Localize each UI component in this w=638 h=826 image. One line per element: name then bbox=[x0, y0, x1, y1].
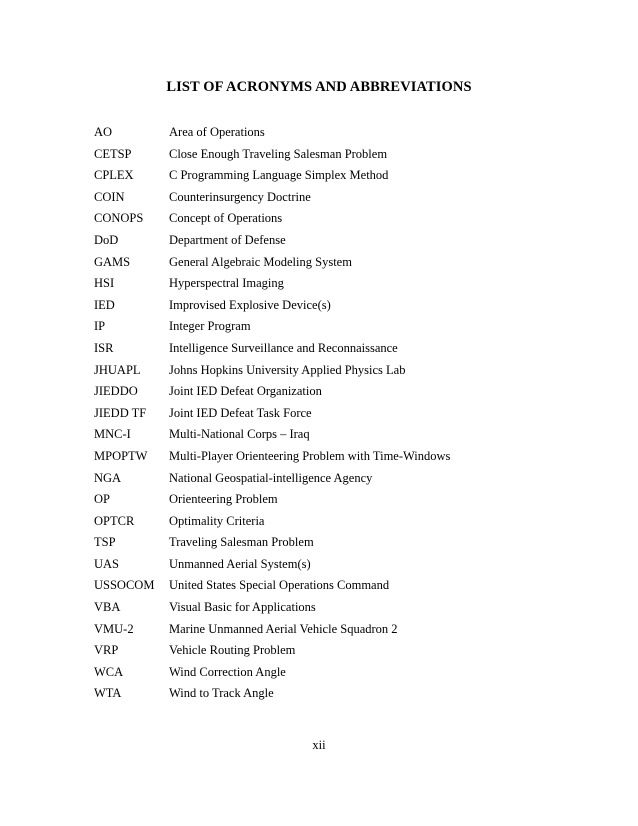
acronym-abbreviation: COIN bbox=[94, 189, 125, 204]
acronym-row bbox=[94, 295, 554, 317]
acronym-abbreviation: WCA bbox=[94, 664, 124, 679]
acronym-row bbox=[94, 597, 554, 619]
acronym-abbreviation: JIEDD TF bbox=[94, 405, 147, 420]
acronym-row bbox=[94, 381, 554, 403]
acronym-list bbox=[94, 122, 554, 705]
acronym-abbreviation: USSOCOM bbox=[94, 578, 155, 593]
acronym-definition: Integer Program bbox=[169, 319, 251, 334]
acronym-definition: Counterinsurgency Doctrine bbox=[169, 189, 311, 204]
acronym-definition: Visual Basic for Applications bbox=[169, 600, 316, 615]
acronym-definition: Multi-Player Orienteering Problem with Time-Windows bbox=[169, 448, 451, 463]
acronym-row bbox=[94, 208, 554, 230]
acronym-definition: Improvised Explosive Device(s) bbox=[169, 297, 331, 312]
acronym-definition: C Programming Language Simplex Method bbox=[169, 168, 389, 183]
acronym-row bbox=[94, 575, 554, 597]
page-number: xii bbox=[312, 738, 326, 752]
acronym-row bbox=[94, 252, 554, 274]
acronym-abbreviation: IED bbox=[94, 297, 115, 312]
acronym-abbreviation: MPOPTW bbox=[94, 448, 148, 463]
acronym-abbreviation: JHUAPL bbox=[94, 362, 141, 377]
acronym-row bbox=[94, 187, 554, 209]
acronym-definition: Joint IED Defeat Organization bbox=[169, 384, 322, 399]
acronym-abbreviation: VMU-2 bbox=[94, 621, 134, 636]
acronym-row bbox=[94, 360, 554, 382]
acronym-definition: Concept of Operations bbox=[169, 211, 283, 226]
acronym-row bbox=[94, 489, 554, 511]
acronym-definition: Orienteering Problem bbox=[169, 492, 278, 507]
acronym-row bbox=[94, 230, 554, 252]
acronym-abbreviation: UAS bbox=[94, 556, 120, 571]
acronym-abbreviation: VRP bbox=[94, 643, 119, 658]
acronym-row bbox=[94, 554, 554, 576]
acronym-row bbox=[94, 683, 554, 705]
acronym-abbreviation: CONOPS bbox=[94, 211, 144, 226]
acronym-definition: Wind to Track Angle bbox=[169, 686, 274, 701]
acronym-definition: Multi-National Corps – Iraq bbox=[169, 427, 310, 442]
acronym-row bbox=[94, 532, 554, 554]
acronym-definition: Johns Hopkins University Applied Physics Lab bbox=[169, 362, 406, 377]
acronym-definition: Hyperspectral Imaging bbox=[169, 276, 284, 291]
acronym-row bbox=[94, 316, 554, 338]
acronym-row bbox=[94, 122, 554, 144]
acronym-row bbox=[94, 662, 554, 684]
acronym-row bbox=[94, 338, 554, 360]
acronym-definition: Vehicle Routing Problem bbox=[169, 643, 296, 658]
acronym-abbreviation: OPTCR bbox=[94, 513, 135, 528]
acronym-definition: Marine Unmanned Aerial Vehicle Squadron 2 bbox=[169, 621, 398, 636]
acronym-abbreviation: CETSP bbox=[94, 146, 132, 161]
acronym-definition: Intelligence Surveillance and Reconnaissance bbox=[169, 340, 398, 355]
acronym-abbreviation: ISR bbox=[94, 340, 114, 355]
acronym-abbreviation: IP bbox=[94, 319, 106, 334]
acronym-abbreviation: WTA bbox=[94, 686, 122, 701]
acronym-definition: Wind Correction Angle bbox=[169, 664, 286, 679]
acronym-abbreviation: VBA bbox=[94, 600, 121, 615]
acronym-abbreviation: TSP bbox=[94, 535, 116, 550]
acronym-row bbox=[94, 165, 554, 187]
acronym-row bbox=[94, 446, 554, 468]
acronym-abbreviation: HSI bbox=[94, 276, 115, 291]
acronym-definition: Close Enough Traveling Salesman Problem bbox=[169, 146, 388, 161]
acronym-row bbox=[94, 403, 554, 425]
acronym-definition: Area of Operations bbox=[169, 125, 265, 139]
acronym-abbreviation: OP bbox=[94, 492, 110, 507]
acronym-row bbox=[94, 144, 554, 166]
acronym-definition: Optimality Criteria bbox=[169, 513, 265, 528]
acronym-definition: United States Special Operations Command bbox=[169, 578, 390, 593]
page-title: LIST OF ACRONYMS AND ABBREVIATIONS bbox=[166, 79, 472, 95]
acronym-row bbox=[94, 468, 554, 490]
acronym-row bbox=[94, 424, 554, 446]
acronym-abbreviation: NGA bbox=[94, 470, 122, 485]
acronym-definition: Joint IED Defeat Task Force bbox=[169, 405, 312, 420]
acronym-definition: General Algebraic Modeling System bbox=[169, 254, 352, 269]
acronym-definition: Traveling Salesman Problem bbox=[169, 535, 314, 550]
acronym-row bbox=[94, 273, 554, 295]
acronym-row bbox=[94, 619, 554, 641]
acronym-row bbox=[94, 640, 554, 662]
acronym-abbreviation: JIEDDO bbox=[94, 384, 138, 399]
acronym-abbreviation: DoD bbox=[94, 232, 119, 247]
acronym-abbreviation: GAMS bbox=[94, 254, 131, 269]
acronym-definition: Unmanned Aerial System(s) bbox=[169, 556, 311, 571]
acronym-row bbox=[94, 511, 554, 533]
acronym-abbreviation: AO bbox=[94, 125, 113, 139]
acronym-definition: National Geospatial-intelligence Agency bbox=[169, 470, 373, 485]
acronym-abbreviation: CPLEX bbox=[94, 168, 134, 183]
acronym-definition: Department of Defense bbox=[169, 232, 286, 247]
acronym-abbreviation: MNC-I bbox=[94, 427, 131, 442]
